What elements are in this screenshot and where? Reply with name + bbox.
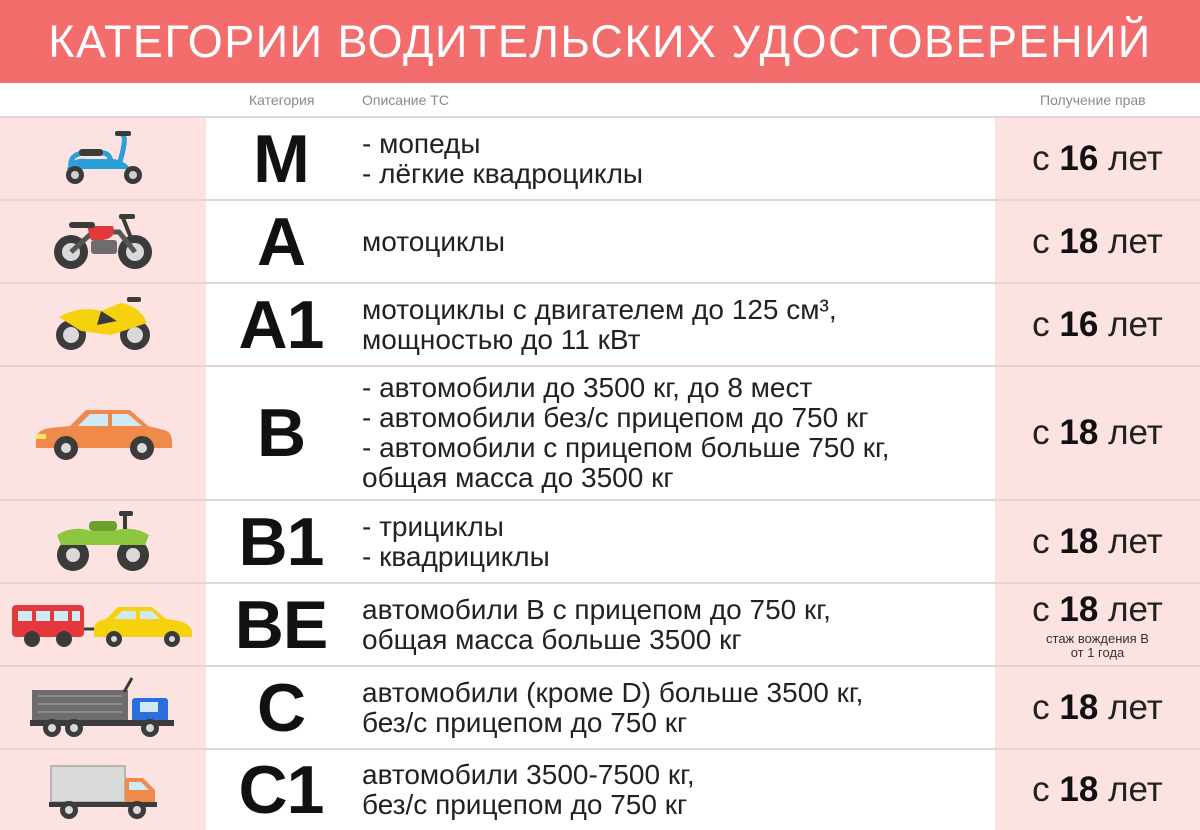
category-label: A1 xyxy=(238,286,324,363)
license-age: с 18 лет xyxy=(1032,521,1163,561)
header-license: Получение прав xyxy=(1040,92,1146,108)
page-title: КАТЕГОРИИ ВОДИТЕЛЬСКИХ УДОСТОВЕРЕНИЙ xyxy=(0,0,1200,83)
category-description xyxy=(362,667,992,748)
description-line: автомобили В с прицепом до 750 кг, xyxy=(362,593,831,625)
description-line: - автомобили с прицепом больше 750 кг, xyxy=(362,432,890,463)
category-description xyxy=(362,284,992,365)
header-category: Категория xyxy=(249,92,315,108)
license-age: с 16 лет xyxy=(1032,138,1163,178)
description-line: общая масса до 3500 кг xyxy=(362,462,674,493)
license-age-cell xyxy=(995,750,1200,830)
icon-cell xyxy=(0,501,206,582)
description-line: - автомобили без/с прицепом до 750 кг xyxy=(362,402,869,433)
category-label: B1 xyxy=(238,503,324,580)
category-label: BE xyxy=(234,586,328,663)
category-label: C1 xyxy=(238,752,324,828)
description-line: автомобили (кроме D) больше 3500 кг, xyxy=(362,676,864,708)
icon-cell xyxy=(0,367,206,499)
table-row xyxy=(0,199,1200,282)
experience-note: стаж вождения В от 1 года xyxy=(1046,630,1149,660)
table-header xyxy=(0,83,1200,117)
category-description xyxy=(362,118,992,199)
license-age: с 18 лет xyxy=(1032,770,1163,809)
description-line: - лёгкие квадроциклы xyxy=(362,157,644,189)
description-line: - автомобили до 3500 кг, до 8 мест xyxy=(362,372,813,403)
icon-cell xyxy=(0,584,206,665)
license-age: с 18 лет xyxy=(1032,589,1163,629)
quad-bike-icon xyxy=(53,509,153,575)
icon-cell xyxy=(0,284,206,365)
description-line: - трициклы xyxy=(362,510,504,542)
table-row xyxy=(0,282,1200,365)
icon-cell xyxy=(0,667,206,748)
motorcycle-icon xyxy=(47,210,159,274)
car-with-trailer-icon xyxy=(10,599,196,651)
category-description xyxy=(362,584,992,665)
sport-motorcycle-icon xyxy=(51,295,155,355)
table-row xyxy=(0,499,1200,582)
description-line: мотоциклы с двигателем до 125 см³, xyxy=(362,293,837,325)
description-line: - мопеды xyxy=(362,127,481,159)
description-line: мотоциклы xyxy=(362,225,505,257)
icon-cell xyxy=(0,201,206,282)
license-age-cell xyxy=(995,118,1200,199)
description-line: автомобили 3500-7500 кг, xyxy=(362,759,695,790)
license-age-cell xyxy=(995,367,1200,499)
license-age: с 18 лет xyxy=(1032,413,1163,452)
license-age-cell xyxy=(995,501,1200,582)
description-line: - квадрициклы xyxy=(362,540,550,572)
car-icon xyxy=(30,402,176,464)
category-description xyxy=(362,750,992,830)
license-age-cell xyxy=(995,667,1200,748)
table-row xyxy=(0,365,1200,499)
scooter-icon xyxy=(53,129,153,189)
icon-cell xyxy=(0,750,206,830)
table-row xyxy=(0,116,1200,199)
license-age-cell xyxy=(995,284,1200,365)
category-label: B xyxy=(256,395,306,471)
category-label: M xyxy=(253,120,309,197)
header-description: Описание ТС xyxy=(362,92,449,108)
table-row xyxy=(0,582,1200,665)
category-description xyxy=(362,201,992,282)
box-truck-icon xyxy=(47,758,159,822)
license-age: с 18 лет xyxy=(1032,687,1163,727)
license-age-cell xyxy=(995,201,1200,282)
category-description xyxy=(362,501,992,582)
license-age: с 16 лет xyxy=(1032,304,1163,344)
category-description xyxy=(362,367,992,499)
description-line: общая масса больше 3500 кг xyxy=(362,623,742,655)
description-line: без/с прицепом до 750 кг xyxy=(362,789,688,820)
category-label: C xyxy=(256,669,306,746)
category-label: A xyxy=(256,203,306,280)
table-row xyxy=(0,748,1200,830)
license-age-cell xyxy=(995,584,1200,665)
icon-cell xyxy=(0,118,206,199)
description-line: мощностью до 11 кВт xyxy=(362,323,641,355)
table-row xyxy=(0,665,1200,748)
license-age: с 18 лет xyxy=(1032,221,1163,261)
dump-truck-icon xyxy=(28,676,178,740)
description-line: без/с прицепом до 750 кг xyxy=(362,706,688,738)
